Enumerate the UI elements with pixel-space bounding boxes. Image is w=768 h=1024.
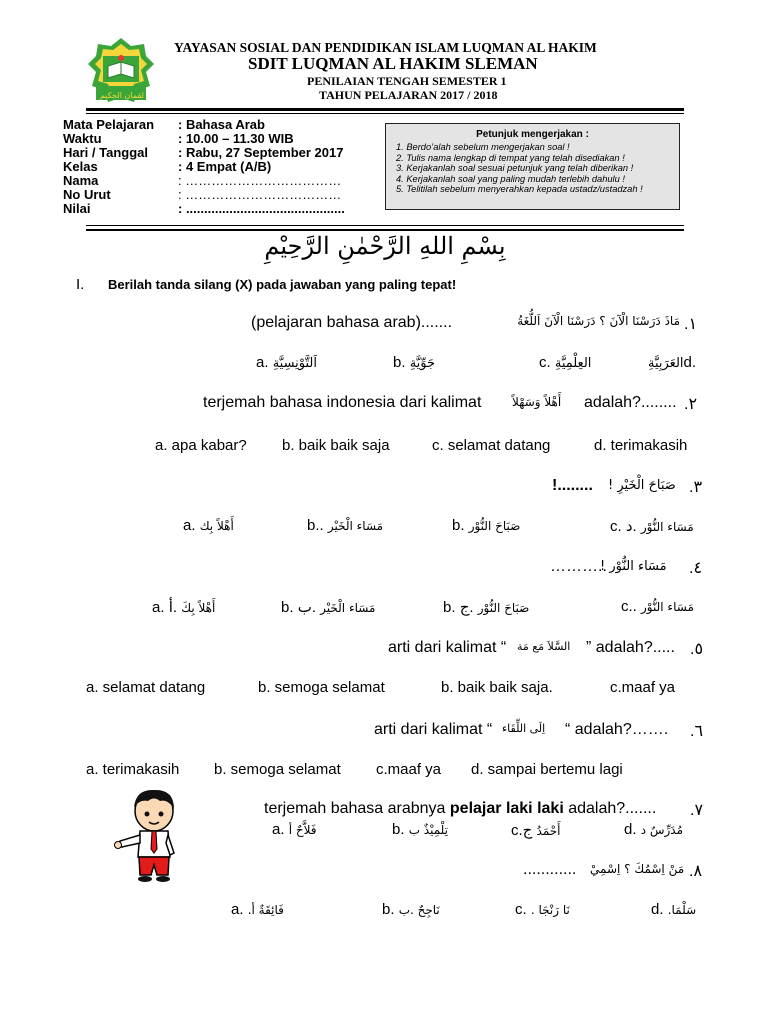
section-instruction: Berilah tanda silang (X) pada jawaban yang paling tepat! bbox=[108, 277, 457, 292]
school-logo bbox=[86, 36, 156, 108]
q8-dots: ............ bbox=[523, 861, 577, 878]
info-label-subject: Mata Pelajaran bbox=[63, 117, 155, 132]
instruction-item: 4. Kerjakanlah soal yang paling mudah terlebih dahulu ! bbox=[396, 173, 625, 184]
info-label-class: Kelas bbox=[63, 159, 98, 174]
instruction-item: 3. Kerjakanlah soal sesuai petunjuk yang telah diberikan ! bbox=[396, 163, 634, 174]
q8-option-d[interactable]: d. سَلْمَا. bbox=[651, 901, 697, 918]
q3-dots: !........ bbox=[552, 477, 593, 494]
header-rule-thick bbox=[86, 108, 684, 111]
info-value-time: : 10.00 – 11.30 WIB bbox=[178, 131, 294, 146]
q1-number: .١ bbox=[684, 316, 698, 333]
logo-text: لقمان الحكيم bbox=[100, 91, 144, 100]
q7-option-d[interactable]: d. مُدَرِّسٌ د bbox=[624, 821, 684, 838]
q6-text-before: arti dari kalimat “ bbox=[374, 721, 493, 738]
q2-option-a[interactable]: a. apa kabar? bbox=[155, 437, 247, 454]
info-rule-thick bbox=[86, 229, 684, 231]
instructions-title: Petunjuk mengerjakan : bbox=[476, 129, 589, 140]
q6-text-after: “ adalah?……. bbox=[565, 721, 669, 738]
q7-text-after: adalah?....... bbox=[568, 800, 657, 817]
info-label-score: Nilai bbox=[63, 201, 91, 216]
q2-number: .٢ bbox=[684, 396, 698, 413]
q3-option-b1[interactable]: b.. مَسَاء الْخَيْر bbox=[307, 517, 384, 534]
q8-arabic: مَنْ اِسْمُكَ ؟ اِسْمِيْ bbox=[590, 862, 685, 876]
info-value-class: : 4 Empat (A/B) bbox=[178, 159, 272, 174]
year-title: TAHUN PELAJARAN 2017 / 2018 bbox=[319, 88, 498, 102]
q6-arabic: اِلَى اللِّقَاء bbox=[502, 722, 546, 735]
q7-option-a[interactable]: a. فَلاَّحٌ أ bbox=[272, 821, 317, 838]
q8-number: .٨ bbox=[689, 863, 703, 880]
q6-option-b[interactable]: b. semoga selamat bbox=[214, 761, 341, 778]
name-field[interactable]: : ……………………………… bbox=[178, 173, 342, 188]
q4-dots: ……….. bbox=[550, 558, 607, 575]
q4-option-b2[interactable]: b. ج. صَبَاحَ النُّوْر bbox=[443, 599, 530, 616]
info-label-time: Waktu bbox=[63, 131, 102, 146]
q4-arabic: مَسَاء النُّوْر ! bbox=[600, 559, 667, 574]
q5-option-b1[interactable]: b. semoga selamat bbox=[258, 679, 385, 696]
q7-option-c[interactable]: c.ج أَحْمَدُ bbox=[511, 822, 561, 839]
q4-option-a[interactable]: a. أ. أَهْلاً بِكَ bbox=[152, 599, 216, 616]
instruction-item: 2. Tulis nama lengkap di tempat yang telah disediakan ! bbox=[396, 152, 625, 163]
q1-text: (pelajaran bahasa arab)....... bbox=[251, 314, 453, 331]
q2-text-before: terjemah bahasa indonesia dari kalimat bbox=[203, 394, 482, 411]
q1-option-b[interactable]: b. جَوِّيَّةِ bbox=[393, 354, 436, 371]
info-label-date: Hari / Tanggal bbox=[63, 145, 148, 160]
q1-option-c[interactable]: c. العِلْمِيَّةِ bbox=[539, 354, 592, 371]
q1-arabic: مَاذَ دَرَسْنَا الْآنَ ؟ دَرَسْنَا الْآنَ اَللُّغَةُ bbox=[517, 314, 680, 328]
q3-arabic: صَبَاحَ الْخَيْرِ ! bbox=[608, 478, 676, 493]
header-rule-thin bbox=[86, 113, 684, 114]
exam-title: PENILAIAN TENGAH SEMESTER 1 bbox=[307, 74, 507, 88]
number-field[interactable]: : ……………………………… bbox=[178, 187, 342, 202]
info-label-number: No Urut bbox=[63, 187, 111, 202]
q3-number: .٣ bbox=[689, 479, 703, 496]
q8-option-a[interactable]: a. فَائِقَةٌ أ. bbox=[231, 901, 284, 918]
q8-option-b[interactable]: b. نَاجِحٌ .ب bbox=[382, 901, 440, 918]
instructions-box bbox=[385, 123, 680, 210]
q5-arabic: السَّلاَ مَع مَة bbox=[517, 640, 571, 653]
q6-option-d[interactable]: d. sampai bertemu lagi bbox=[471, 761, 623, 778]
q5-option-a[interactable]: a. selamat datang bbox=[86, 679, 206, 696]
student-boy-illustration bbox=[112, 787, 186, 883]
info-value-date: : Rabu, 27 September 2017 bbox=[178, 145, 344, 160]
q3-option-a[interactable]: a. أَهْلاً بِك bbox=[183, 517, 234, 534]
q3-option-b2[interactable]: b. صَبَاحَ النُّوْر bbox=[452, 517, 521, 534]
q2-option-d[interactable]: d. terimakasih bbox=[594, 437, 688, 454]
q4-option-b1[interactable]: b. ب. مَسَاء الْخَيْر bbox=[281, 599, 376, 616]
basmalah: بِسْمِ اللهِ الرَّحْمٰنِ الرَّحِيْمِ bbox=[264, 232, 506, 260]
q2-option-c[interactable]: c. selamat datang bbox=[432, 437, 551, 454]
q6-option-c[interactable]: c.maaf ya bbox=[376, 761, 442, 778]
instructions-list bbox=[396, 142, 679, 195]
q5-option-c[interactable]: c.maaf ya bbox=[610, 679, 676, 696]
q2-text-after: adalah?........ bbox=[584, 394, 677, 411]
q6-option-a[interactable]: a. terimakasih bbox=[86, 761, 180, 778]
q7-text-before: terjemah bahasa arabnya bbox=[264, 800, 446, 817]
q5-text-after: ” adalah?..... bbox=[586, 639, 675, 656]
q2-arabic: أَهْلاً وَسَهْلاً bbox=[512, 395, 562, 409]
q6-number: .٦ bbox=[690, 723, 704, 740]
q1-option-d[interactable]: العَرَبِيَّةِd. bbox=[648, 354, 697, 371]
q5-text-before: arti dari kalimat “ bbox=[388, 639, 507, 656]
foundation-title: YAYASAN SOSIAL DAN PENDIDIKAN ISLAM LUQMAN AL HAKIM bbox=[174, 40, 597, 55]
info-value-subject: : Bahasa Arab bbox=[178, 117, 265, 132]
q7-number: .٧ bbox=[690, 802, 704, 819]
q7-text bbox=[264, 800, 656, 818]
q4-number: .٤ bbox=[689, 560, 703, 577]
q4-option-c[interactable]: c.. مَسَاء النُّوْر bbox=[621, 598, 694, 615]
q5-number: .٥ bbox=[690, 641, 704, 658]
q8-option-c[interactable]: c. نَا رَنْجَا . bbox=[515, 901, 570, 918]
info-label-name: Nama bbox=[63, 173, 99, 188]
q1-option-a[interactable]: a. اَلتَّوْنِسِيَّةِ bbox=[256, 354, 318, 371]
q7-text-bold: pelajar laki laki bbox=[449, 800, 564, 817]
school-title: SDIT LUQMAN AL HAKIM SLEMAN bbox=[248, 54, 538, 73]
q5-option-b2[interactable]: b. baik baik saja. bbox=[441, 679, 553, 696]
q7-option-b[interactable]: b. تِلْمِيْذٌ ب bbox=[392, 821, 448, 838]
score-field: : ............................................ bbox=[178, 201, 345, 216]
info-rule-thin bbox=[86, 225, 684, 226]
section-number: I. bbox=[76, 276, 85, 293]
instruction-item: 5. Telitilah sebelum menyerahkan kepada ustadz/ustadzah ! bbox=[396, 184, 643, 195]
q3-option-c[interactable]: c. د. مَسَاء النُّوْر bbox=[610, 518, 694, 535]
instruction-item: 1. Berdo’alah sebelum mengerjakan soal ! bbox=[396, 142, 570, 152]
q2-option-b[interactable]: b. baik baik saja bbox=[282, 437, 390, 454]
